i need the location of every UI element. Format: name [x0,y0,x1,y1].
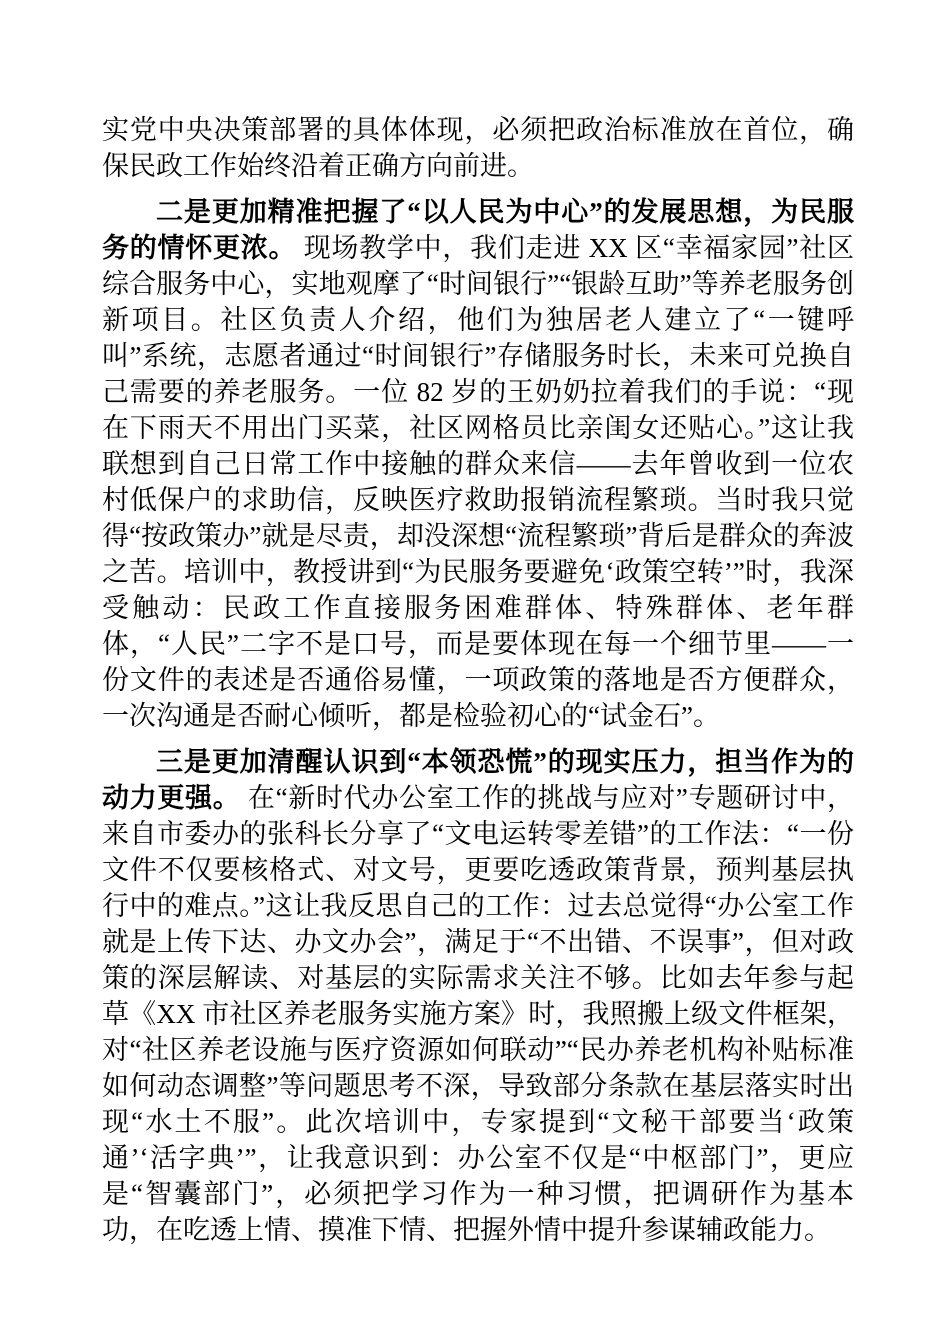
paragraph-continuation-text: 实党中央决策部署的具体体现，必须把政治标准放在首位，确保民政工作始终沿着正确方向前进。 [102,115,854,181]
paragraph-point-two-lead: 二是更加精准把握了“以人民为中心”的发展思想，为民服务的情怀更浓。 [102,197,854,263]
paragraph-point-three-text: 在“新时代办公室工作的挑战与应对”专题研讨中，来自市委办的张科长分享了“文电运转零差错”的工作法：“一份文件不仅要核格式、对文号，更要吃透政策背景，预判基层执行中的难点。”这让我反思自己的工作：过去总觉得“办公室工作就是上传下达、办文办会”，满足于“不出错、不误事”，但对政策的深层解读、对基层的实际需求关注不够。比如去年参与起草《XX 市社区养老服务实施方案》时，我照搬上级文件框架，对“社区养老设施与医疗资源如何联动”“民办养老机构补贴标准如何动态调整”等问题思考不深，导致部分条款在基层落实时出现“水土不服”。此次培训中，专家提到“文秘干部要当‘政策通’‘活字典’”，让我意识到：办公室不仅是“中枢部门”，更应是“智囊部门”，必须把学习作为一种习惯，把调研作为基本功，在吃透上情、摸准下情、把握外情中提升参谋辅政能力。 [102,783,855,1245]
paragraph-continuation [102,112,854,184]
paragraph-point-three-lead: 三是更加清醒认识到“本领恐慌”的现实压力，担当作为的动力更强。 [102,747,854,813]
paragraph-point-three [102,744,854,1248]
paragraph-point-two [102,194,854,734]
paragraph-point-two-text: 现场教学中，我们走进 XX 区“幸福家园”社区综合服务中心，实地观摩了“时间银行”“银龄互助”等养老服务创新项目。社区负责人介绍，他们为独居老人建立了“一键呼叫”系统，志愿者通过“时间银行”存储服务时长，未来可兑换自己需要的养老服务。一位 82 岁的王奶奶拉着我们的手说：“现在下雨天不用出门买菜，社区网格员比亲闺女还贴心。”这让我联想到自己日常工作中接触的群众来信——去年曾收到一位农村低保户的求助信，反映医疗救助报销流程繁琐。当时我只觉得“按政策办”就是尽责，却没深想“流程繁琐”背后是群众的奔波之苦。培训中，教授讲到“为民服务要避免‘政策空转’”时，我深受触动：民政工作直接服务困难群体、特殊群体、老年群体，“人民”二字不是口号，而是要体现在每一个细节里——一份文件的表述是否通俗易懂，一项政策的落地是否方便群众，一次沟通是否耐心倾听，都是检验初心的“试金石”。 [102,233,855,731]
document-body [102,112,854,1248]
